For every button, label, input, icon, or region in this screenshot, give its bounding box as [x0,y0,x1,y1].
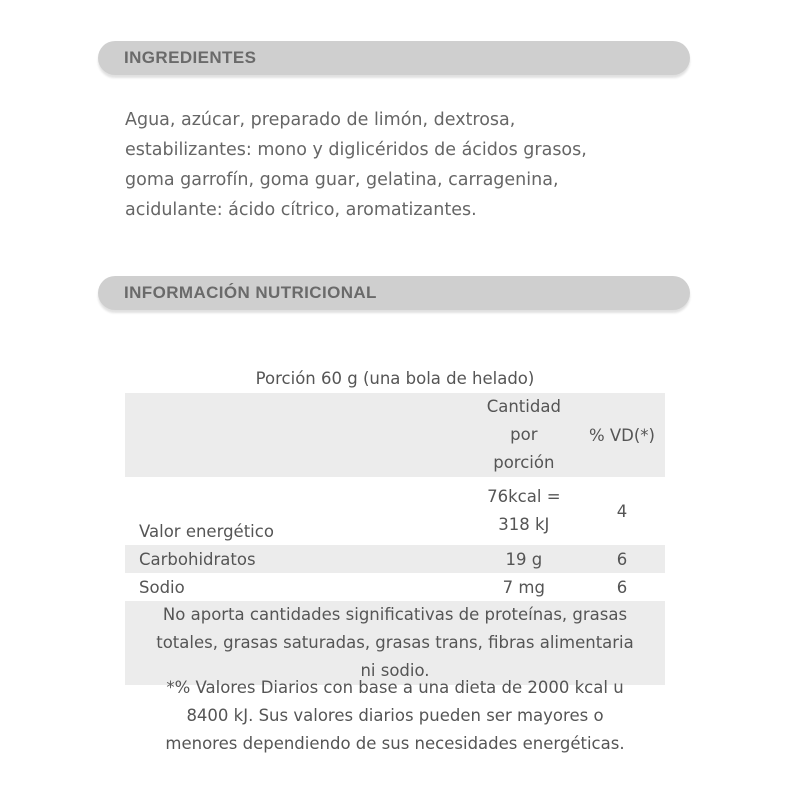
row-amount-line: 76kcal = [487,487,561,506]
row-amount: 7 mg [502,577,545,597]
table-row [125,477,665,545]
footnote-line: *% Valores Diarios con base a una dieta de 2000 kcal u [166,678,624,697]
footnote-line: menores dependiendo de sus necesidades energéticas. [165,734,625,753]
footnote-line: 8400 kJ. Sus valores diarios pueden ser mayores o [186,706,604,725]
ingredientes-header [98,41,690,75]
nutrition-table [125,393,665,685]
table-note-row [125,601,665,685]
ingredientes-text [125,105,665,225]
header-cantidad-line: porción [493,453,555,472]
row-amount [469,477,579,545]
row-vd: 6 [616,549,628,569]
row-vd: 4 [616,501,628,521]
note-line: ni sodio. [360,661,430,680]
row-label: Valor energético [139,522,274,541]
header-cantidad-line: por [510,425,538,444]
ingredientes-line: Agua, azúcar, preparado de limón, dextrosa, [125,110,516,130]
row-amount-line: 318 kJ [498,515,550,534]
header-vd: % VD(*) [588,425,655,445]
row-label: Carbohidratos [139,549,256,569]
table-row [125,545,665,573]
table-note [125,601,665,685]
ingredientes-line: estabilizantes: mono y diglicéridos de ácidos grasos, [125,140,587,160]
header-cantidad [469,393,579,477]
header-cantidad-line: Cantidad [486,397,561,416]
ingredientes-line: goma garrofín, goma guar, gelatina, carragenina, [125,170,559,190]
row-amount: 19 g [505,549,543,569]
nutricional-header [98,276,690,310]
header-empty-cell [125,393,469,477]
table-header-row [125,393,665,477]
note-line: No aporta cantidades significativas de proteínas, grasas [162,605,628,624]
footnote [125,674,665,758]
table-row [125,573,665,601]
nutricional-title: INFORMACIÓN NUTRICIONAL [124,283,377,302]
porcion-label: Porción 60 g (una bola de helado) [255,369,535,388]
row-label: Sodio [139,577,185,597]
ingredientes-title: INGREDIENTES [124,48,257,67]
note-line: totales, grasas saturadas, grasas trans, fibras alimentaria [156,633,634,652]
ingredientes-line: acidulante: ácido cítrico, aromatizantes. [125,200,477,220]
row-vd: 6 [616,577,628,597]
